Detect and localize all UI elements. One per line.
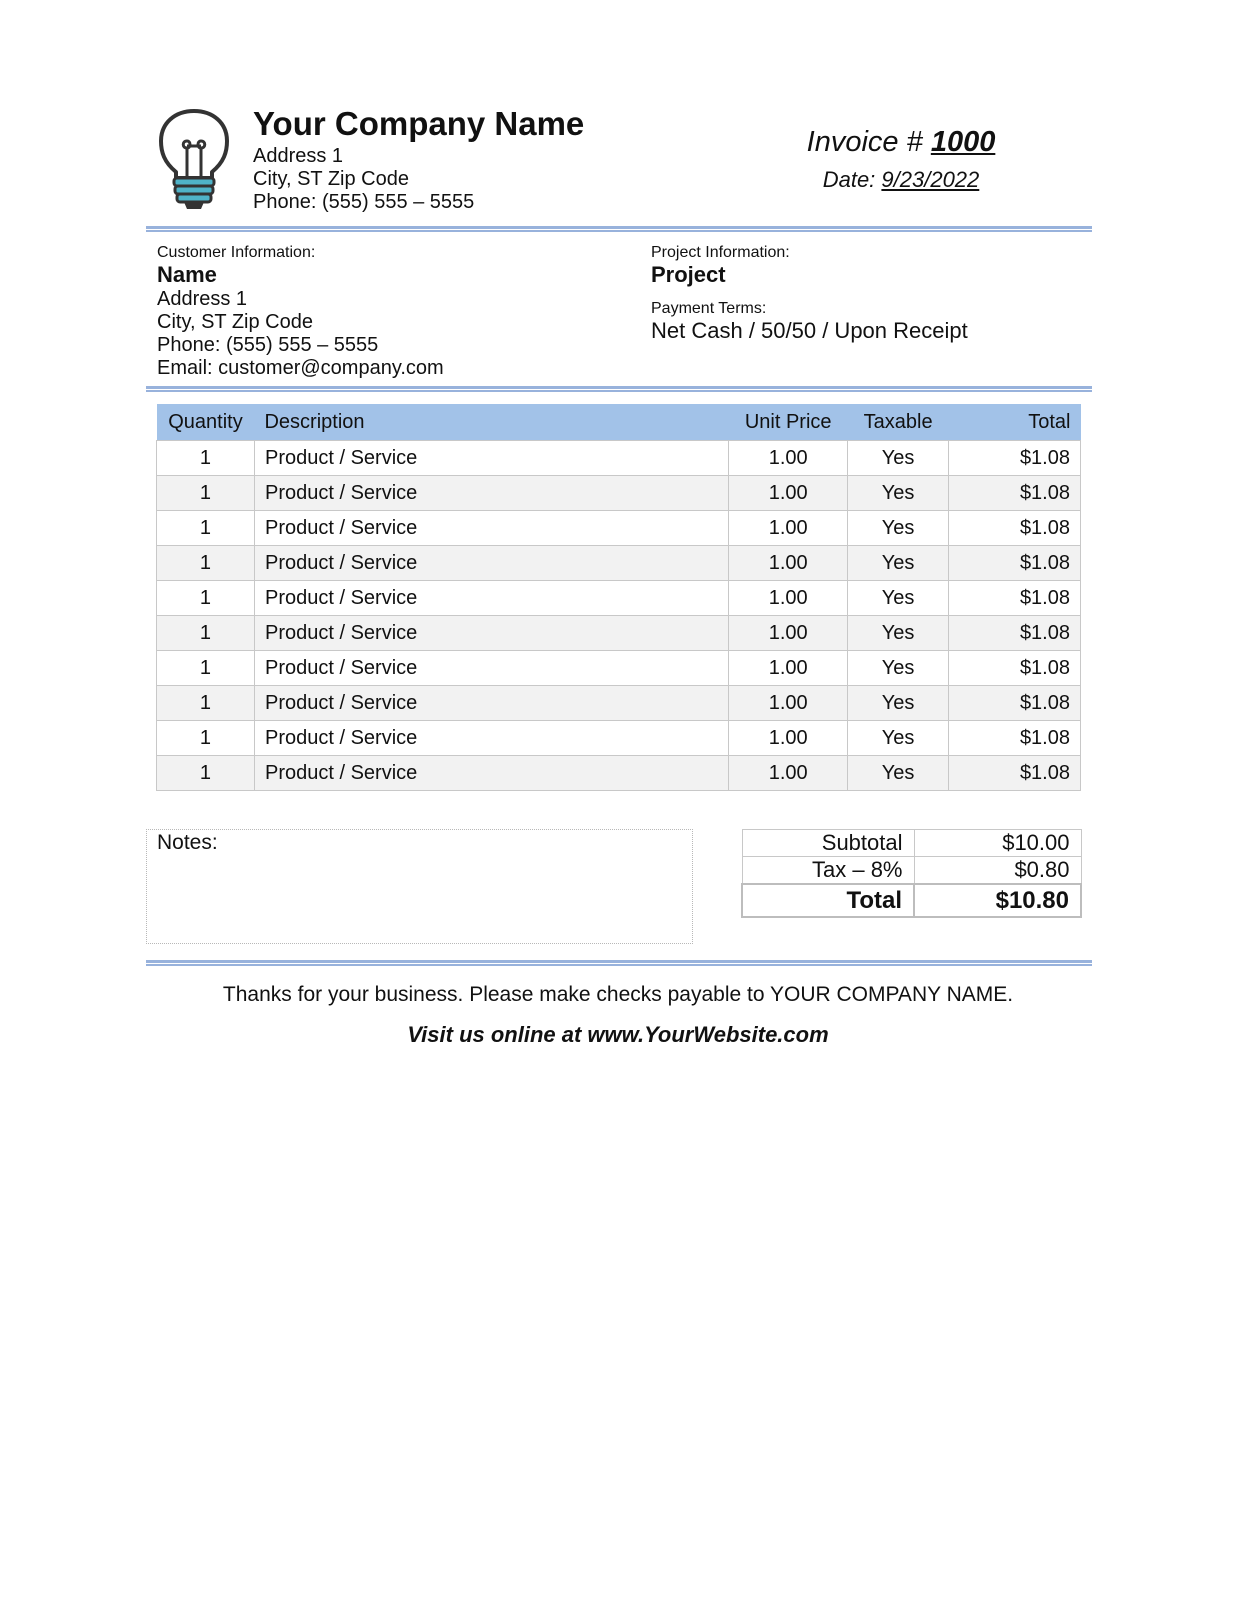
subtotal-label: Subtotal — [742, 830, 914, 857]
website-line: Visit us online at www.YourWebsite.com — [407, 1022, 829, 1047]
cell-unit-price: 1.00 — [729, 441, 848, 476]
cell-description: Product / Service — [254, 581, 728, 616]
divider — [146, 386, 1092, 392]
invoice-date-value: 9/23/2022 — [881, 167, 980, 192]
table-row — [157, 546, 1081, 581]
company-city: City, ST Zip Code — [253, 168, 409, 190]
cell-total: $1.08 — [949, 511, 1081, 546]
cell-total: $1.08 — [949, 756, 1081, 791]
subtotal-value: $10.00 — [914, 830, 1081, 857]
cell-total: $1.08 — [949, 651, 1081, 686]
cell-unit-price: 1.00 — [729, 616, 848, 651]
payment-terms: Net Cash / 50/50 / Upon Receipt — [651, 318, 968, 343]
cell-total: $1.08 — [949, 476, 1081, 511]
cell-unit-price: 1.00 — [729, 511, 848, 546]
cell-total: $1.08 — [949, 581, 1081, 616]
customer-name: Name — [157, 262, 217, 287]
cell-description: Product / Service — [254, 441, 728, 476]
cell-quantity: 1 — [157, 721, 255, 756]
cell-quantity: 1 — [157, 546, 255, 581]
company-name: Your Company Name — [253, 105, 585, 142]
notes-label: Notes: — [157, 831, 218, 854]
customer-phone: Phone: (555) 555 – 5555 — [157, 334, 379, 356]
cell-description: Product / Service — [254, 756, 728, 791]
cell-total: $1.08 — [949, 721, 1081, 756]
cell-taxable: Yes — [848, 441, 949, 476]
cell-quantity: 1 — [157, 476, 255, 511]
cell-taxable: Yes — [848, 616, 949, 651]
cell-description: Product / Service — [254, 721, 728, 756]
customer-address: Address 1 — [157, 288, 248, 310]
invoice-number — [790, 126, 1012, 159]
cell-description: Product / Service — [254, 616, 728, 651]
col-header-quantity: Quantity — [157, 404, 255, 441]
thanks-message: Thanks for your business. Please make checks payable to YOUR COMPANY NAME. — [222, 983, 1014, 1006]
cell-description: Product / Service — [254, 511, 728, 546]
cell-quantity: 1 — [157, 581, 255, 616]
cell-taxable: Yes — [848, 756, 949, 791]
cell-unit-price: 1.00 — [729, 476, 848, 511]
total-label: Total — [742, 884, 914, 917]
total-value: $10.80 — [914, 884, 1081, 917]
col-header-description: Description — [254, 404, 728, 441]
lightbulb-icon — [158, 108, 230, 214]
cell-unit-price: 1.00 — [729, 721, 848, 756]
cell-unit-price: 1.00 — [729, 546, 848, 581]
cell-total: $1.08 — [949, 616, 1081, 651]
table-row — [157, 756, 1081, 791]
table-row — [157, 686, 1081, 721]
totals-table — [741, 829, 1082, 918]
cell-unit-price: 1.00 — [729, 581, 848, 616]
tax-value: $0.80 — [914, 857, 1081, 885]
cell-total: $1.08 — [949, 546, 1081, 581]
cell-description: Product / Service — [254, 546, 728, 581]
col-header-unit-price: Unit Price — [729, 404, 848, 441]
tax-label: Tax – 8% — [742, 857, 914, 885]
cell-description: Product / Service — [254, 651, 728, 686]
company-address: Address 1 — [253, 145, 344, 167]
invoice-number-label: Invoice # — [806, 126, 931, 158]
table-row — [157, 511, 1081, 546]
cell-taxable: Yes — [848, 546, 949, 581]
customer-info-label: Customer Information: — [157, 244, 316, 261]
items-header-row — [157, 404, 1081, 441]
cell-description: Product / Service — [254, 476, 728, 511]
cell-total: $1.08 — [949, 686, 1081, 721]
divider — [146, 226, 1092, 232]
cell-quantity: 1 — [157, 686, 255, 721]
cell-quantity: 1 — [157, 616, 255, 651]
subtotal-row — [742, 830, 1081, 857]
table-row — [157, 721, 1081, 756]
cell-unit-price: 1.00 — [729, 651, 848, 686]
tax-row — [742, 857, 1081, 885]
customer-email: Email: customer@company.com — [157, 357, 444, 379]
cell-taxable: Yes — [848, 581, 949, 616]
divider — [146, 960, 1092, 966]
invoice-date — [790, 167, 1012, 193]
cell-taxable: Yes — [848, 686, 949, 721]
cell-taxable: Yes — [848, 476, 949, 511]
payment-terms-label: Payment Terms: — [651, 300, 767, 317]
project-name: Project — [651, 262, 726, 287]
cell-unit-price: 1.00 — [729, 686, 848, 721]
cell-description: Product / Service — [254, 686, 728, 721]
cell-quantity: 1 — [157, 511, 255, 546]
invoice-date-label: Date: — [822, 167, 882, 192]
cell-taxable: Yes — [848, 511, 949, 546]
cell-quantity: 1 — [157, 441, 255, 476]
table-row — [157, 651, 1081, 686]
col-header-taxable: Taxable — [848, 404, 949, 441]
table-row — [157, 441, 1081, 476]
cell-unit-price: 1.00 — [729, 756, 848, 791]
project-info-label: Project Information: — [651, 244, 790, 261]
cell-quantity: 1 — [157, 651, 255, 686]
company-phone: Phone: (555) 555 – 5555 — [253, 191, 475, 213]
items-table — [156, 404, 1081, 791]
invoice-number-value: 1000 — [930, 126, 996, 158]
cell-total: $1.08 — [949, 441, 1081, 476]
table-row — [157, 581, 1081, 616]
table-row — [157, 616, 1081, 651]
notes-box — [146, 829, 693, 944]
total-row — [742, 884, 1081, 917]
cell-taxable: Yes — [848, 651, 949, 686]
col-header-total: Total — [949, 404, 1081, 441]
cell-quantity: 1 — [157, 756, 255, 791]
cell-taxable: Yes — [848, 721, 949, 756]
customer-city: City, ST Zip Code — [157, 311, 313, 333]
table-row — [157, 476, 1081, 511]
